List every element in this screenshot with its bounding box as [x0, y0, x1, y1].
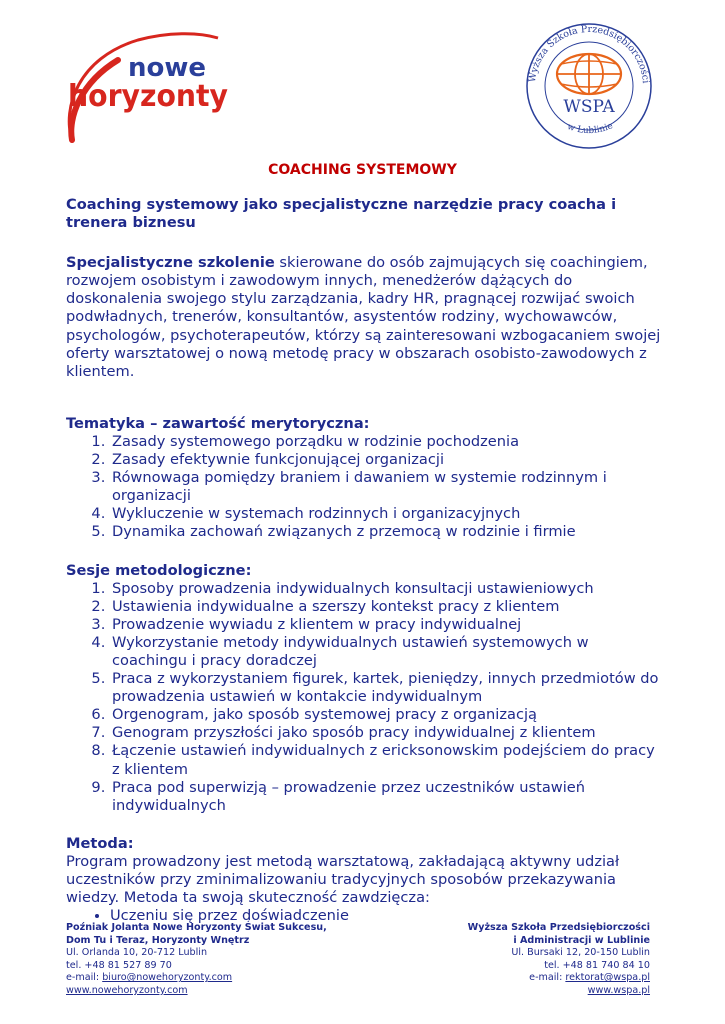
- list-item: 5. Praca z wykorzystaniem figurek, kartek, pieniędzy, innych przedmiotów do prowadzenia ustawień w kontakcie indywidualnym: [110, 670, 666, 706]
- footer-right-www-link[interactable]: www.wspa.pl: [587, 984, 650, 996]
- footer-left-email-row: [66, 972, 386, 985]
- logo-word-nowe: nowe: [128, 53, 207, 83]
- list-item: 1. Zasady systemowego porządku w rodzinie pochodzenia: [110, 433, 666, 451]
- metoda-paragraph: Program prowadzony jest metodą warsztatową, zakładającą aktywny udział uczestników przy zminimalizowaniu tradycyjnych sposobów przekazywania wiedzy. Metoda ta swoją skuteczność zawdzięcza:: [66, 852, 620, 907]
- sesje-list: [66, 580, 666, 815]
- nowe-horyzonty-logo: [58, 28, 233, 143]
- list-item: 4. Wykluczenie w systemach rodzinnych i organizacyjnych: [110, 505, 666, 523]
- footer-left-email-link[interactable]: biuro@nowehoryzonty.com: [102, 972, 233, 984]
- intro-lead: Specjalistyczne szkolenie: [66, 254, 275, 272]
- list-item: 5. Dynamika zachowań związanych z przemocą w rodzinie i firmie: [110, 523, 666, 541]
- seal-abbr: WSPA: [563, 97, 615, 117]
- footer-right-www-row: [350, 985, 650, 998]
- intro-paragraph: [66, 254, 666, 381]
- list-item: 1. Sposoby prowadzenia indywidualnych konsultacji ustawieniowych: [110, 580, 666, 598]
- footer-left-address: Ul. Orlanda 10, 20-712 Lublin: [66, 947, 208, 959]
- tematyka-list: [66, 433, 666, 542]
- list-item: • Uczeniu się przez doświadczenie: [110, 907, 666, 925]
- wspa-seal-graphic: [525, 22, 653, 150]
- document-body: [66, 196, 666, 925]
- footer-right-email-row: [350, 972, 650, 985]
- nowe-horyzonty-logo-graphic: [58, 28, 233, 143]
- footer-right-tel: tel. +48 81 740 84 10: [544, 959, 650, 971]
- seal-arc-text: Wyższa Szkoła Przedsiębiorczości: [526, 23, 651, 84]
- document-subtitle: Coaching systemowy jako specjalistyczne narzędzie pracy coacha i trenera biznesu: [66, 196, 617, 232]
- footer-left-www-link[interactable]: www.nowehoryzonty.com: [66, 984, 188, 996]
- footer-right-name2: i Administracji w Lublinie: [513, 934, 650, 946]
- logo-word-horyzonty: horyzonty: [68, 79, 229, 114]
- list-item: 2. Zasady efektywnie funkcjonującej organizacji: [110, 451, 666, 469]
- document-title: COACHING SYSTEMOWY: [268, 162, 457, 178]
- list-item: 7. Genogram przyszłości jako sposób pracy indywidualnej z klientem: [110, 724, 666, 742]
- list-item: 9. Praca pod superwizją – prowadzenie przez uczestników ustawień indywidualnych: [110, 779, 666, 815]
- list-item: 3. Prowadzenie wywiadu z klientem w pracy indywidualnej: [110, 616, 666, 634]
- list-item: 3. Równowaga pomiędzy braniem i dawaniem w systemie rodzinnym i organizacji: [110, 469, 666, 505]
- footer-left-www-row: [66, 985, 386, 998]
- footer-right-contact: [350, 922, 650, 998]
- globe-icon: [557, 54, 621, 94]
- footer-left-contact: [66, 922, 386, 998]
- sesje-heading: Sesje metodologiczne:: [66, 561, 252, 579]
- list-item: 8. Łączenie ustawień indywidualnych z ericksonowskim podejściem do pracy z klientem: [110, 742, 666, 778]
- list-item: 2. Ustawienia indywidualne a szerszy kontekst pracy z klientem: [110, 598, 666, 616]
- footer-right-email-label: e-mail:: [529, 972, 566, 984]
- footer-left-name2: Dom Tu i Teraz, Horyzonty Wnętrz: [66, 934, 250, 946]
- footer-right-name: Wyższa Szkoła Przedsiębiorczości: [467, 922, 650, 933]
- metoda-heading: Metoda:: [66, 834, 134, 852]
- footer-right-email-link[interactable]: rektorat@wspa.pl: [565, 972, 650, 984]
- footer-left-email-label: e-mail:: [66, 972, 103, 984]
- tematyka-heading: Tematyka – zawartość merytoryczna:: [66, 414, 370, 432]
- list-item: 4. Wykorzystanie metody indywidualnych ustawień systemowych w coachingu i pracy doradczej: [110, 634, 666, 670]
- seal-city-text: w Lublinie: [565, 121, 615, 137]
- footer-left-name: Poźniak Jolanta Nowe Horyzonty Świat Sukcesu,: [66, 922, 327, 933]
- intro-text: skierowane do osób zajmujących się coachingiem, rozwojem osobistym i zawodowym innych, menedżerów dążących do doskonalenia swojego stylu zarządzania, kadry HR, pragnącej rozwijać swoich podwładnych, trenerów, konsultantów, asystentów rodziny, wychowawców, psychologów, psychoterapeutów, którzy są zainteresowani wzbogacaniem swojej oferty warsztatowej o nową metodę pracy w obszarach osobisto-zawodowych z klientem.: [66, 254, 661, 380]
- wspa-seal-logo: [525, 22, 653, 150]
- list-item: 6. Orgenogram, jako sposób systemowej pracy z organizacją: [110, 706, 666, 724]
- footer-left-tel: tel. +48 81 527 89 70: [66, 959, 172, 971]
- footer-right-address: Ul. Bursaki 12, 20-150 Lublin: [511, 947, 650, 959]
